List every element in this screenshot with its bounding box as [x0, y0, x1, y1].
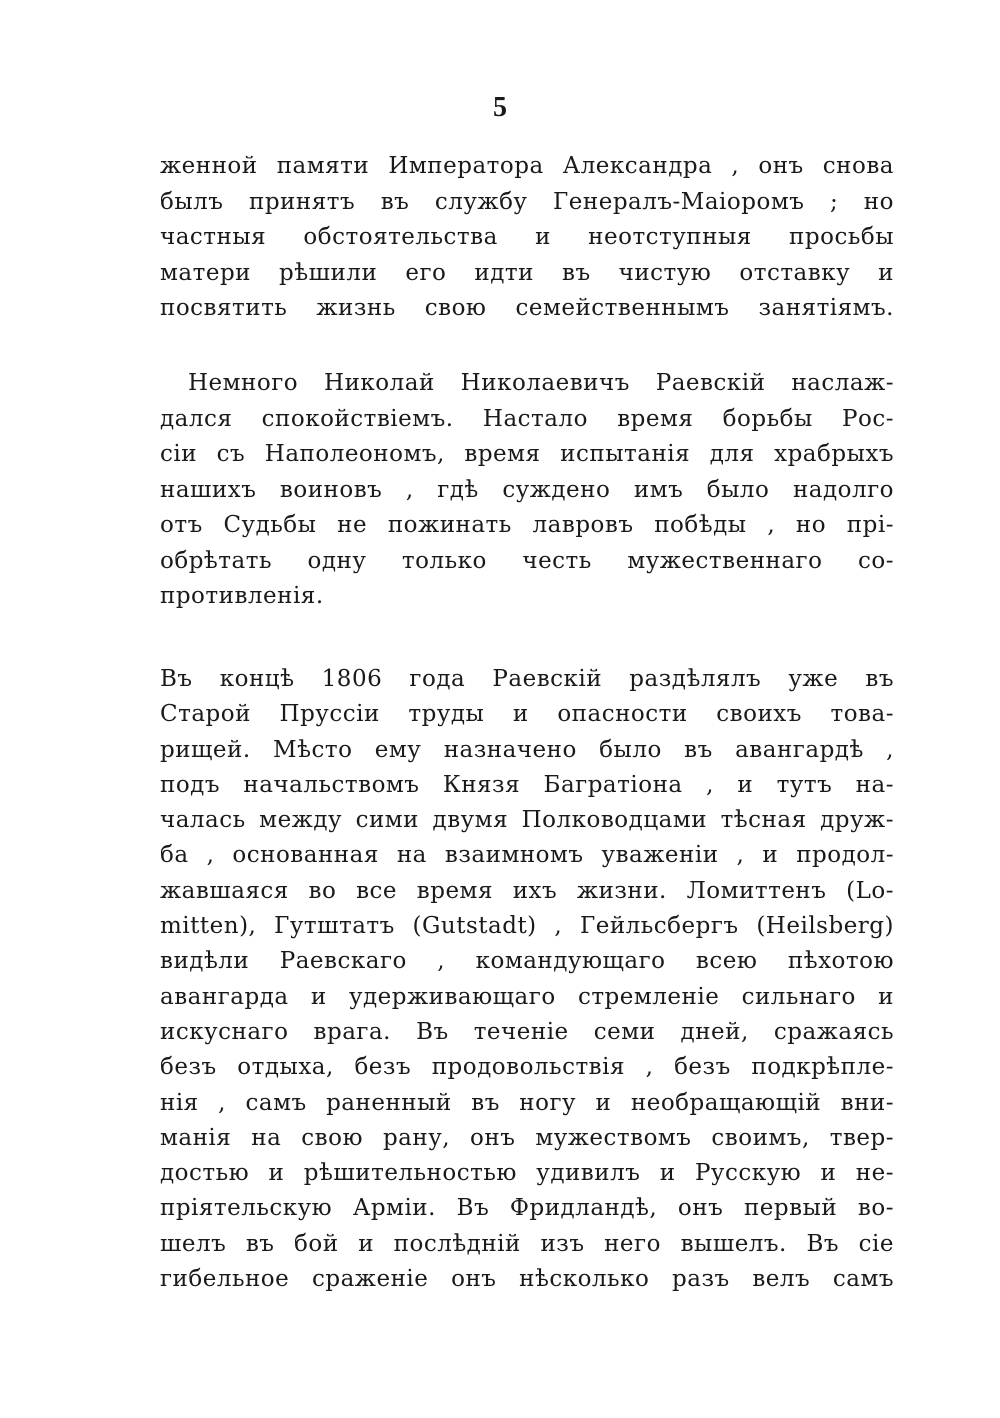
- paragraph-2: [160, 366, 894, 615]
- text-line: посвятить жизнь свою семейственнымъ занятіямъ.: [160, 295, 894, 321]
- text-line: Немного Николай Николаевичъ Раевскій наслаж-: [188, 370, 894, 396]
- text-line: отъ Судьбы не пожинать лавровъ побѣды , но прі-: [160, 512, 894, 538]
- text-line: авангарда и удерживающаго стремленіе сильнаго и: [160, 983, 894, 1010]
- paragraph-1: [160, 149, 894, 327]
- text-line: подъ начальствомъ Князя Багратіона , и тутъ на-: [160, 771, 894, 798]
- text-line: обрѣтать одну только честь мужественнаго со-: [160, 547, 894, 574]
- text-line: манія на свою рану, онъ мужествомъ своимъ, твер-: [160, 1124, 894, 1151]
- text-line: противленія.: [160, 583, 324, 609]
- text-line: чалась между сими двумя Полководцами тѣсная друж-: [160, 807, 894, 834]
- text-line: достью и рѣшительностью удивилъ и Русскую и не-: [160, 1160, 894, 1187]
- text-line: былъ принятъ въ службу Генералъ-Маіоромъ ; но: [160, 188, 894, 215]
- text-line: жавшаяся во все время ихъ жизни. Ломиттенъ (Lo-: [160, 877, 894, 904]
- text-line: гибельное сраженіе онъ нѣсколько разъ велъ самъ: [160, 1266, 894, 1293]
- text-line: частныя обстоятельства и неотступныя просьбы: [160, 224, 894, 250]
- text-line: ба , основанная на взаимномъ уваженіи , и продол-: [160, 842, 894, 869]
- text-line: шелъ въ бой и послѣдній изъ него вышелъ. Въ сіе: [160, 1230, 894, 1257]
- text-line: нашихъ воиновъ , гдѣ суждено имъ было надолго: [160, 476, 894, 503]
- text-line: пріятельскую Арміи. Въ Фридландѣ, онъ первый во-: [160, 1195, 894, 1222]
- text-line: матери рѣшили его идти въ чистую отставку и: [160, 259, 894, 286]
- text-line: безъ отдыха, безъ продовольствія , безъ подкрѣпле-: [160, 1054, 894, 1081]
- text-line: сіи съ Наполеономъ, время испытанія для храбрыхъ: [160, 441, 894, 467]
- text-line: mitten), Гутштатъ (Gutstadt) , Гейльсбергъ (Heilsberg): [160, 913, 894, 940]
- text-line: женной памяти Императора Александра , онъ снова: [160, 153, 894, 179]
- text-line: Старой Пруссіи труды и опасности своихъ това-: [160, 701, 894, 728]
- text-line: нія , самъ раненный въ ногу и необращающій вни-: [160, 1089, 894, 1116]
- page-number: 5: [493, 92, 507, 123]
- paragraph-3: [160, 662, 894, 1297]
- text-line: Въ концѣ 1806 года Раевскій раздѣлялъ уже въ: [160, 666, 894, 692]
- text-line: видѣли Раевскаго , командующаго всею пѣхотою: [160, 948, 894, 975]
- text-line: искуснаго врага. Въ теченіе семи дней, сражаясь: [160, 1018, 894, 1045]
- text-line: рищей. Мѣсто ему назначено было въ авангардѣ ,: [160, 736, 894, 763]
- text-line: дался спокойствіемъ. Настало время борьбы Рос-: [160, 405, 894, 432]
